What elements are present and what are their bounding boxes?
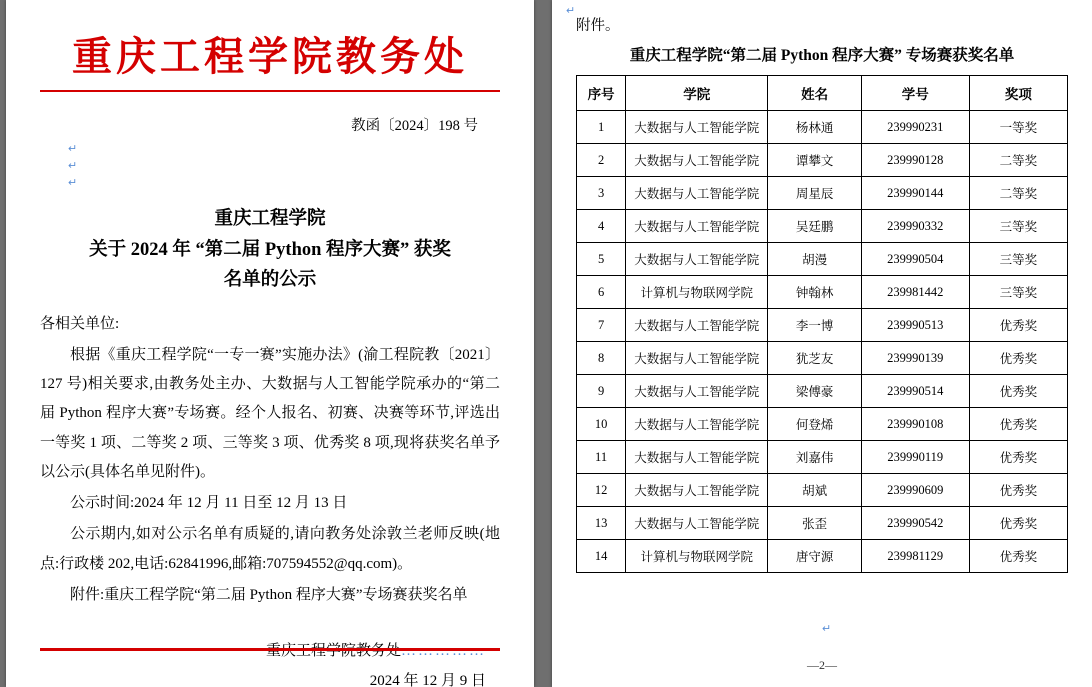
document-number: 教函〔2024〕198 号	[351, 118, 479, 134]
cell-student-id: 239990504	[861, 243, 969, 276]
signature-dots: ……………	[401, 643, 487, 660]
cell-award: 优秀奖	[969, 375, 1067, 408]
cell-index: 9	[577, 375, 626, 408]
column-header-name: 姓名	[768, 76, 861, 111]
cell-college: 大数据与人工智能学院	[626, 144, 768, 177]
document-page-1[interactable]	[6, 0, 534, 687]
cell-award: 优秀奖	[969, 342, 1067, 375]
body-paragraph-1: 根据《重庆工程学院“一专一赛”实施办法》(渝工程院教〔2021〕127 号)相关要求,由教务处主办、大数据与人工智能学院承办的“第二届 Python 程序大赛”专场赛。经个人报名、初赛、决赛等环节,评选出一等奖 1 项、二等奖 2 项、三等奖 3 项、优秀奖 8 项,现将获奖名单予以公示(具体名单见附件)。	[40, 346, 501, 480]
table-row	[577, 210, 1068, 243]
column-header-college: 学院	[626, 76, 768, 111]
cell-award: 三等奖	[969, 210, 1067, 243]
table-row	[577, 474, 1068, 507]
cell-college: 大数据与人工智能学院	[626, 474, 768, 507]
cell-name: 梁傅豪	[768, 375, 861, 408]
cell-student-id: 239990231	[861, 111, 969, 144]
award-table	[576, 75, 1068, 573]
cell-name: 杨林通	[768, 111, 861, 144]
cell-name: 钟翰林	[768, 276, 861, 309]
cell-college: 大数据与人工智能学院	[626, 507, 768, 540]
cell-student-id: 239990144	[861, 177, 969, 210]
page-gutter	[540, 0, 546, 687]
cell-index: 6	[577, 276, 626, 309]
cell-name: 李一博	[768, 309, 861, 342]
cell-college: 计算机与物联网学院	[626, 276, 768, 309]
cell-name: 唐守源	[768, 540, 861, 573]
cell-name: 胡斌	[768, 474, 861, 507]
salutation: 各相关单位:	[40, 315, 120, 332]
body-paragraph-3: 公示期内,如对公示名单有质疑的,请向教务处涂敦兰老师反映(地点:行政楼 202,电话:62841996,邮箱:707594552@qq.com)。	[40, 526, 501, 572]
table-header-row	[577, 76, 1068, 111]
table-row	[577, 408, 1068, 441]
trailing-paragraph-mark: ↵	[822, 623, 832, 635]
cell-student-id: 239981442	[861, 276, 969, 309]
table-row	[577, 144, 1068, 177]
cell-index: 8	[577, 342, 626, 375]
paragraph-mark: ↵	[68, 143, 78, 155]
table-row	[577, 441, 1068, 474]
cell-index: 14	[577, 540, 626, 573]
cell-college: 大数据与人工智能学院	[626, 309, 768, 342]
cell-award: 一等奖	[969, 111, 1067, 144]
body-paragraph-2: 公示时间:2024 年 12 月 11 日至 12 月 13 日	[70, 495, 348, 512]
document-body	[40, 310, 500, 611]
letterhead-title: 重庆工程学院教务处	[72, 33, 469, 80]
cell-name: 胡漫	[768, 243, 861, 276]
cell-name: 何登烯	[768, 408, 861, 441]
column-header-award: 奖项	[969, 76, 1067, 111]
table-row	[577, 375, 1068, 408]
cell-index: 11	[577, 441, 626, 474]
cell-award: 二等奖	[969, 177, 1067, 210]
document-page-2[interactable]	[552, 0, 1092, 687]
cell-index: 12	[577, 474, 626, 507]
cell-award: 三等奖	[969, 276, 1067, 309]
table-body	[577, 111, 1068, 573]
cell-student-id: 239990542	[861, 507, 969, 540]
cell-college: 大数据与人工智能学院	[626, 177, 768, 210]
signature-block	[40, 636, 500, 687]
paragraph-mark: ↵	[68, 177, 78, 190]
cell-name: 吴廷鹏	[768, 210, 861, 243]
body-paragraph-4: 附件:重庆工程学院“第二届 Python 程序大赛”专场赛获奖名单	[70, 586, 468, 603]
attachment-label: 附件。	[576, 18, 620, 34]
cell-student-id: 239990609	[861, 474, 969, 507]
table-row	[577, 177, 1068, 210]
cell-index: 10	[577, 408, 626, 441]
signature-date: 2024 年 12 月 9 日	[369, 673, 487, 687]
cell-college: 大数据与人工智能学院	[626, 342, 768, 375]
cell-index: 1	[577, 111, 626, 144]
table-row	[577, 342, 1068, 375]
cell-college: 大数据与人工智能学院	[626, 111, 768, 144]
cell-college: 大数据与人工智能学院	[626, 408, 768, 441]
cell-award: 优秀奖	[969, 540, 1067, 573]
page-number: —2—	[807, 658, 837, 672]
column-header-index: 序号	[577, 76, 626, 111]
cell-student-id: 239990128	[861, 144, 969, 177]
cell-student-id: 239981129	[861, 540, 969, 573]
paragraph-mark: ↵	[68, 160, 78, 173]
cell-student-id: 239990108	[861, 408, 969, 441]
table-row	[577, 111, 1068, 144]
column-header-student-id: 学号	[861, 76, 969, 111]
cell-college: 大数据与人工智能学院	[626, 243, 768, 276]
title-line-2: 关于 2024 年 “第二届 Python 程序大赛” 获奖	[89, 239, 451, 260]
cell-student-id: 239990514	[861, 375, 969, 408]
footer-divider	[40, 648, 500, 651]
document-title	[40, 204, 500, 296]
letterhead-divider	[40, 90, 500, 92]
title-line-1: 重庆工程学院	[214, 209, 326, 230]
cell-award: 优秀奖	[969, 507, 1067, 540]
cell-index: 2	[577, 144, 626, 177]
cell-college: 大数据与人工智能学院	[626, 375, 768, 408]
cell-college: 大数据与人工智能学院	[626, 210, 768, 243]
cell-name: 周星辰	[768, 177, 861, 210]
table-row	[577, 276, 1068, 309]
cell-index: 13	[577, 507, 626, 540]
cell-award: 优秀奖	[969, 441, 1067, 474]
cell-award: 优秀奖	[969, 474, 1067, 507]
title-line-3: 名单的公示	[223, 270, 317, 291]
table-row	[577, 243, 1068, 276]
table-row	[577, 309, 1068, 342]
cell-index: 4	[577, 210, 626, 243]
page-top-mark: ↵	[566, 5, 576, 17]
cell-student-id: 239990513	[861, 309, 969, 342]
table-row	[577, 507, 1068, 540]
cell-college: 大数据与人工智能学院	[626, 441, 768, 474]
cell-student-id: 239990119	[861, 441, 969, 474]
cell-award: 三等奖	[969, 243, 1067, 276]
cell-name: 犹芝友	[768, 342, 861, 375]
table-row	[577, 540, 1068, 573]
cell-name: 张歪	[768, 507, 861, 540]
cell-student-id: 239990139	[861, 342, 969, 375]
cell-award: 优秀奖	[969, 309, 1067, 342]
cell-award: 优秀奖	[969, 408, 1067, 441]
cell-index: 3	[577, 177, 626, 210]
cell-name: 谭攀文	[768, 144, 861, 177]
cell-college: 计算机与物联网学院	[626, 540, 768, 573]
cell-index: 5	[577, 243, 626, 276]
signature-org-text: 重庆工程学院教务处	[266, 643, 402, 660]
cell-award: 二等奖	[969, 144, 1067, 177]
cell-name: 刘嘉伟	[768, 441, 861, 474]
paragraph-marks	[68, 141, 500, 192]
attachment-table-title: 重庆工程学院“第二届 Python 程序大赛” 专场赛获奖名单	[629, 47, 1015, 64]
cell-student-id: 239990332	[861, 210, 969, 243]
signature-organization	[40, 636, 486, 666]
cell-index: 7	[577, 309, 626, 342]
